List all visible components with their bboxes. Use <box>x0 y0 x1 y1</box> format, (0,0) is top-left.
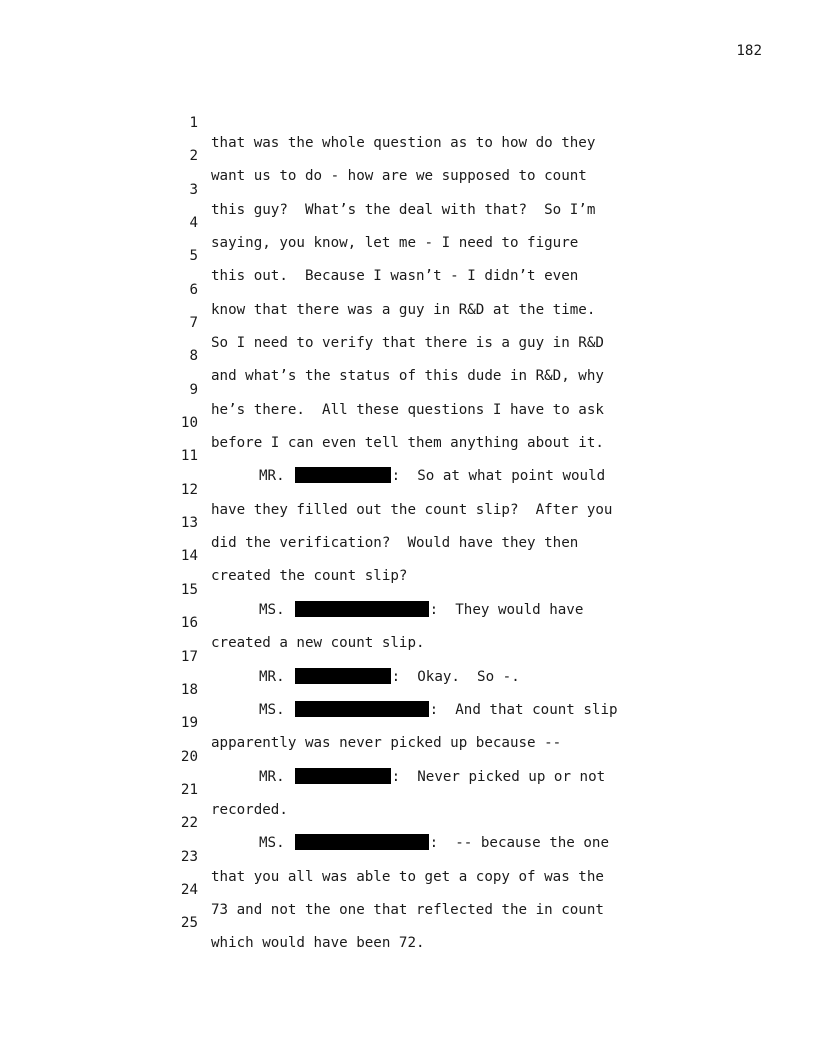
line-text: : Okay. So -. <box>391 668 520 685</box>
speaker-title: MS. <box>259 835 285 852</box>
transcript-body <box>0 93 816 952</box>
line-number: 5 <box>189 248 198 265</box>
line-text: recorded. <box>211 801 288 818</box>
transcript-line <box>0 860 816 918</box>
transcript-line <box>0 226 816 285</box>
line-number: 18 <box>180 681 198 698</box>
line-number: 10 <box>180 415 198 432</box>
line-text: that you all was able to get a copy of was the <box>211 868 604 885</box>
speaker-title: MS. <box>259 701 285 718</box>
transcript-line <box>0 693 816 752</box>
transcript-line <box>0 827 816 885</box>
line-number: 15 <box>180 581 198 598</box>
speaker-title: MR. <box>259 468 285 485</box>
transcript-line <box>0 93 816 151</box>
line-number: 3 <box>189 181 198 198</box>
line-number: 2 <box>189 148 198 165</box>
line-text: created the count slip? <box>211 568 408 585</box>
line-number: 21 <box>180 781 198 798</box>
line-number: 11 <box>180 448 198 465</box>
transcript-line <box>0 360 816 418</box>
transcript-line-speaker <box>0 426 816 485</box>
line-text: have they filled out the count slip? After you <box>211 501 613 518</box>
line-text: know that there was a guy in R&D at the time. <box>211 301 596 318</box>
transcript-line <box>0 460 816 518</box>
line-number: 12 <box>180 481 198 498</box>
line-text: apparently was never picked up because -- <box>211 735 562 752</box>
line-text: : -- because the one <box>429 835 609 852</box>
line-number: 23 <box>180 848 198 865</box>
line-text: did the verification? Would have they then <box>211 535 579 552</box>
line-text: saying, you know, let me - I need to figure <box>211 235 579 252</box>
transcript-line <box>0 126 816 185</box>
line-text: before I can even tell them anything about it. <box>211 435 604 452</box>
transcript-line <box>0 893 816 952</box>
line-number: 6 <box>189 281 198 298</box>
transcript-line <box>0 193 816 252</box>
line-text: : And that count slip <box>429 701 618 718</box>
line-text: this out. Because I wasn’t - I didn’t even <box>211 268 579 285</box>
line-text: : So at what point would <box>391 468 606 485</box>
line-number: 16 <box>180 615 198 632</box>
line-number: 7 <box>189 315 198 332</box>
transcript-line <box>0 293 816 352</box>
line-text: : Never picked up or not <box>391 768 606 785</box>
line-number: 24 <box>180 881 198 898</box>
line-text: this guy? What’s the deal with that? So I’m <box>211 201 596 218</box>
transcript-line <box>0 760 816 818</box>
line-number: 13 <box>180 515 198 532</box>
line-text: which would have been 72. <box>211 935 425 952</box>
transcript-line-speaker <box>0 560 816 618</box>
transcript-line-speaker <box>0 793 816 852</box>
transcript-line <box>0 493 816 552</box>
line-text: and what’s the status of this dude in R&D, why <box>211 368 604 385</box>
transcript-line <box>0 393 816 452</box>
line-text: that was the whole question as to how do they <box>211 135 596 151</box>
page-number: 182 <box>736 43 762 59</box>
line-text: want us to do - how are we supposed to count <box>211 168 587 185</box>
line-text: he’s there. All these questions I have to ask <box>211 401 604 418</box>
line-number: 25 <box>180 915 198 932</box>
transcript-line <box>0 526 816 585</box>
line-text: created a new count slip. <box>211 635 425 652</box>
line-number: 1 <box>189 115 198 131</box>
transcript-line <box>0 160 816 218</box>
line-number: 17 <box>180 648 198 665</box>
transcript-line-speaker <box>0 727 816 785</box>
line-number: 9 <box>189 381 198 398</box>
transcript-line-speaker <box>0 627 816 685</box>
line-text: 73 and not the one that reflected the in count <box>211 901 604 918</box>
line-text: So I need to verify that there is a guy in R&D <box>211 335 604 352</box>
line-number: 22 <box>180 815 198 832</box>
transcript-line <box>0 260 816 318</box>
line-number: 19 <box>180 715 198 732</box>
line-number: 14 <box>180 548 198 565</box>
line-text: : They would have <box>429 601 584 618</box>
transcript-line-speaker <box>0 660 816 718</box>
line-number: 8 <box>189 348 198 365</box>
speaker-title: MR. <box>259 668 285 685</box>
transcript-line <box>0 593 816 652</box>
line-number: 4 <box>189 215 198 232</box>
transcript-line <box>0 326 816 385</box>
speaker-title: MS. <box>259 601 285 618</box>
speaker-title: MR. <box>259 768 285 785</box>
line-number: 20 <box>180 748 198 765</box>
